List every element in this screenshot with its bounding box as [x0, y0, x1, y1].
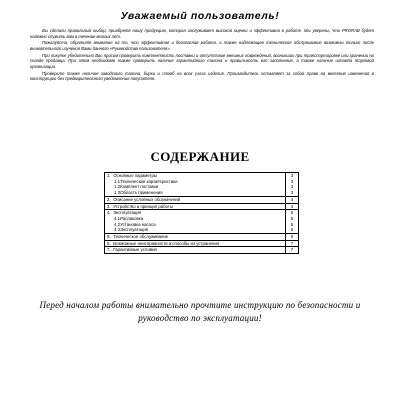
toc-entry-label: Возможные неисправности и способы их устранения: [113, 240, 220, 246]
toc-page-number: 3: [290, 173, 294, 178]
toc-entry-number: 4.2.: [114, 221, 122, 227]
intro-paragraph: Пожалуйста, обратите внимание на то, что эффективная и безопасная работа, а также надлежащее техническое обслуживание возможны только после внимательного изучения Вами данного «Руководства пользователя».: [30, 40, 374, 51]
toc-entry-number: 4.1.: [114, 215, 122, 221]
toc-row: [105, 196, 299, 203]
toc-entry-number: 4.3.: [114, 227, 122, 233]
toc-entry-label: Эксплуатация: [120, 227, 149, 233]
toc-table: [104, 172, 299, 254]
toc-entry-number: 3.: [107, 203, 111, 209]
toc-entry-label: Эксплуатация: [113, 210, 142, 216]
toc-entry: [105, 203, 286, 210]
toc-row: [105, 240, 299, 247]
toc-page-number: 5: [290, 215, 294, 221]
toc-page-number: 7: [286, 247, 299, 254]
toc-page-number: 5: [290, 227, 294, 233]
toc-page-number: 5: [286, 210, 299, 216]
toc-entry-label: Гарантийные условия: [113, 247, 157, 253]
toc-page-number: 4: [286, 196, 299, 203]
toc-entry: [105, 240, 286, 247]
toc-entry-label: Установка насоса: [120, 221, 156, 227]
toc-entry-label: Область применения: [120, 190, 163, 196]
toc-entry-label: Основные параметры: [113, 173, 157, 178]
toc-page-number: 5: [290, 221, 294, 227]
toc-entry-number: 2.: [107, 196, 111, 202]
toc-entry-number: 7.: [107, 247, 111, 253]
toc-row: [105, 234, 299, 241]
toc-entry: [105, 247, 286, 254]
toc-entry: [105, 196, 286, 203]
intro-paragraph: Проверьте также наличие заводского талона, бирки и пломб на всех узлах изделия. Производитель оставляет за собой право на внесение изменений в конструкцию без предварительного уведомления покупателя.: [30, 70, 374, 82]
toc-row: [105, 203, 299, 210]
toc-entry-number: 4.: [107, 210, 111, 216]
toc-entry-label: Комплект поставки: [120, 184, 159, 190]
toc-entry-number: 1.2.: [114, 184, 122, 190]
toc-entry-number: 6.: [107, 240, 111, 246]
toc-row: [105, 247, 299, 254]
toc-page-number: 3: [290, 184, 294, 190]
safety-warning: Перед началом работы внимательно прочтите инструкцию по безопасности и руководство по эксплуатации!: [39, 300, 361, 323]
toc-title: СОДЕРЖАНИЕ: [150, 149, 250, 164]
toc-page-number: 7: [286, 240, 299, 247]
toc-entry-label: Техническое обслуживание: [113, 234, 169, 240]
toc-entry-number: 1.1.: [114, 178, 122, 184]
toc-entry: [105, 234, 286, 241]
toc-page-number: 6: [286, 234, 299, 241]
greeting-heading: Уважаемый пользователь!: [120, 10, 280, 22]
intro-paragraph: Вы сделали правильный выбор, приобретя нашу продукцию, которая заслуживает высокой оценки и эффективна в работе. Мы уверены, что PRORAB будет надежно служить вам в течение многих лет.: [30, 28, 374, 39]
toc-page-number: 4: [286, 203, 299, 210]
toc-page-number: 3: [290, 178, 294, 184]
toc-entry-number: 1.: [107, 173, 111, 178]
intro-text: [30, 28, 374, 83]
toc-page-number: 3: [290, 190, 294, 196]
toc-entry-label: Устройство и принцип работы: [113, 203, 173, 209]
toc-entry-label: Распаковка: [120, 215, 144, 221]
intro-paragraph: При покупке убедительно Вас просим проверить комплектность поставки и отсутствие внешних повреждений, возникших при транспортировке или хранении на складе продавца. При этом необходимо также проверить наличие гарантийного талона и правильность его заполнения, а также наличие штампа торговой организации.: [30, 52, 374, 69]
toc-entry-label: Технические характеристики: [120, 178, 178, 184]
toc-entry-number: 1.3.: [114, 190, 122, 196]
toc-entry-label: Описание условных обозначений: [113, 196, 181, 202]
toc-entry-number: 5.: [107, 234, 111, 240]
